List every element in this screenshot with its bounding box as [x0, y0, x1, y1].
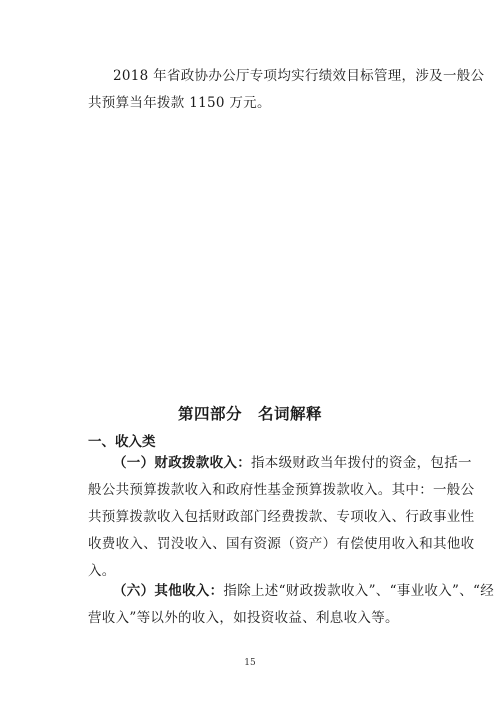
fiscal-appropriation-line-1 — [88, 450, 472, 477]
other-income-paragraph — [88, 578, 495, 632]
fiscal-appropriation-line-3: 共预算拨款收入包括财政部门经费拨款、专项收入、行政事业性 — [88, 509, 475, 525]
other-income-line-2: 营收入”等以外的收入，如投资收益、利息收入等。 — [88, 610, 399, 626]
intro-paragraph — [88, 63, 485, 117]
fiscal-appropriation-term: （一）财政拨款收入： — [113, 455, 251, 471]
intro-line-1: 2018 年省政协办公厅专项均实行绩效目标管理，涉及一般公 — [113, 68, 485, 84]
other-income-term: （六）其他收入： — [113, 583, 224, 599]
category-heading: 一、收入类 — [88, 434, 156, 450]
other-income-line-1 — [88, 578, 495, 605]
fiscal-appropriation-line-4: 收费收入、罚没收入、国有资源（资产）有偿使用收入和其他收 — [88, 536, 475, 552]
fiscal-appropriation-definition-start: 指本级财政当年拨付的资金，包括一 — [251, 455, 472, 471]
section-title: 第四部分 名词解释 — [177, 405, 322, 423]
other-income-definition-start: 指除上述“财政拨款收入”、“事业收入”、“经 — [223, 583, 495, 599]
page-number: 15 — [244, 658, 256, 668]
fiscal-appropriation-line-2: 般公共预算拨款收入和政府性基金预算拨款收入。其中：一般公 — [88, 482, 475, 498]
intro-line-2: 共预算当年拨款 1150 万元。 — [88, 95, 271, 111]
fiscal-appropriation-paragraph — [88, 450, 475, 585]
fiscal-appropriation-line-5: 入。 — [88, 563, 116, 579]
